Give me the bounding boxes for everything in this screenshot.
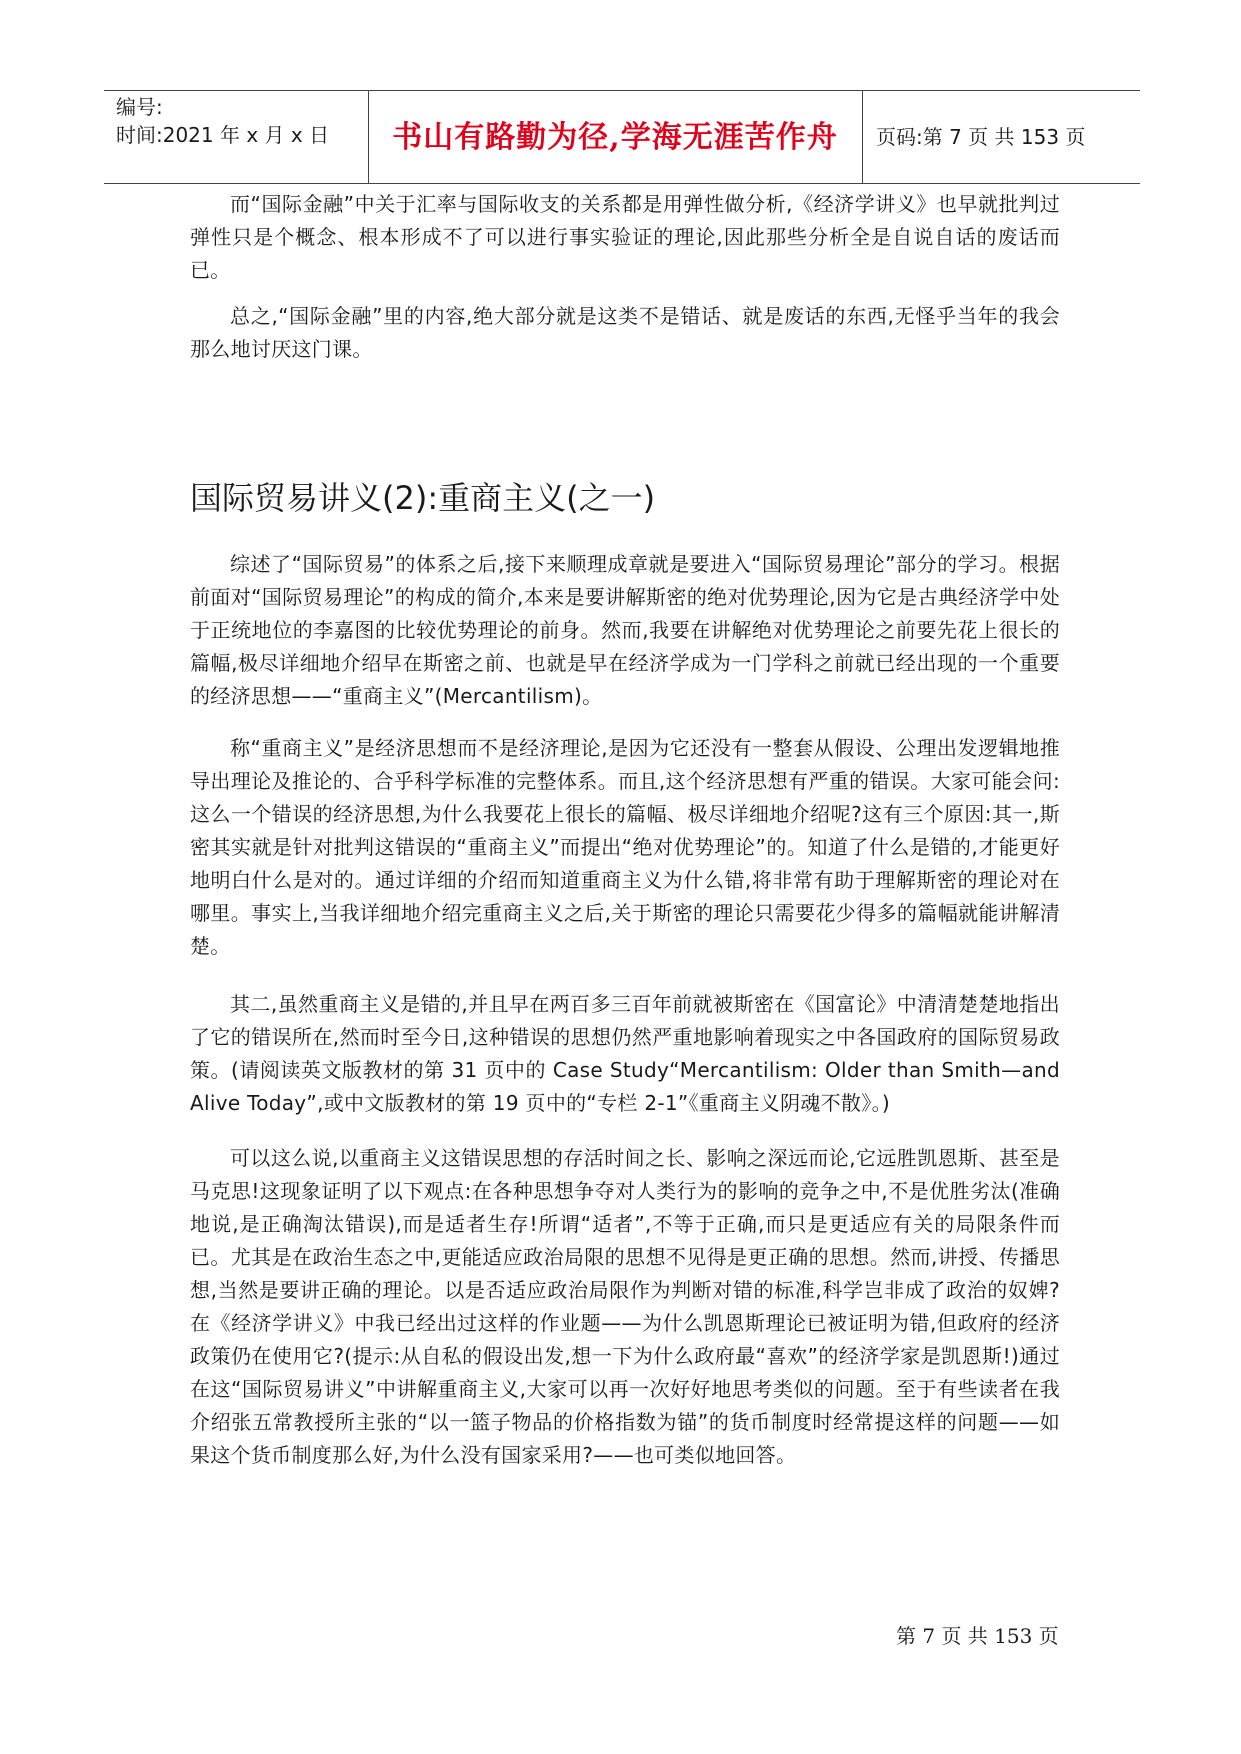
document-number-label: 编号: [116, 95, 163, 119]
document-date-label: 时间:2021 年 x 月 x 日 [116, 123, 330, 147]
header-meta-cell [104, 91, 369, 183]
header-page-code: 页码:第 7 页 共 153 页 [876, 125, 1086, 149]
paragraph-intl-finance-summary: 总之,“国际金融”里的内容,绝大部分就是这类不是错话、就是废话的东西,无怪乎当年的我会那么地讨厌这门课。 [190, 304, 1060, 361]
header-motto: 书山有路勤为径,学海无涯苦作舟 [392, 120, 838, 155]
header-page-cell [862, 91, 1140, 183]
page-footer: 第 7 页 共 153 页 [896, 1624, 1059, 1648]
paragraph-mercantilism-intro: 综述了“国际贸易”的体系之后,接下来顺理成章就是要进入“国际贸易理论”部分的学习。根据前面对“国际贸易理论”的构成的简介,本来是要讲解斯密的绝对优势理论,因为它是古典经济学中处于正统地位的李嘉图的比较优势理论的前身。然而,我要在讲解绝对优势理论之前要先花上很长的篇幅,极尽详细地介绍早在斯密之前、也就是早在经济学成为一门学科之前就已经出现的一个重要的经济思想——“重商主义”(Mercantilism)。 [190, 552, 1060, 708]
page-header [104, 90, 1140, 184]
paragraph-mercantilism-definition: 称“重商主义”是经济思想而不是经济理论,是因为它还没有一整套从假设、公理出发逻辑地推导出理论及推论的、合乎科学标准的完整体系。而且,这个经济思想有严重的错误。大家可能会问:这么一个错误的经济思想,为什么我要花上很长的篇幅、极尽详细地介绍呢?这有三个原因:其一,斯密其实就是针对批判这错误的“重商主义”而提出“绝对优势理论”的。知道了什么是错的,才能更好地明白什么是对的。通过详细的介绍而知道重商主义为什么错,将非常有助于理解斯密的理论对在哪里。事实上,当我详细地介绍完重商主义之后,关于斯密的理论只需要花少得多的篇幅就能讲解清楚。 [190, 736, 1060, 958]
header-motto-cell [368, 91, 863, 183]
paragraph-intl-finance-elasticity: 而“国际金融”中关于汇率与国际收支的关系都是用弹性做分析,《经济学讲义》也早就批判过弹性只是个概念、根本形成不了可以进行事实验证的理论,因此那些分析全是自说自话的废话而已。 [190, 192, 1060, 282]
paragraph-mercantilism-survival: 可以这么说,以重商主义这错误思想的存活时间之长、影响之深远而论,它远胜凯恩斯、甚至是马克思!这现象证明了以下观点:在各种思想争夺对人类行为的影响的竞争之中,不是优胜劣汰(准确地说,是正确淘汰错误),而是适者生存!所谓“适者”,不等于正确,而只是更适应有关的局限条件而已。尤其是在政治生态之中,更能适应政治局限的思想不见得是更正确的思想。然而,讲授、传播思想,当然是要讲正确的理论。以是否适应政治局限作为判断对错的标准,科学岂非成了政治的奴婢?在《经济学讲义》中我已经出过这样的作业题——为什么凯恩斯理论已被证明为错,但政府的经济政策仍在使用它?(提示:从自私的假设出发,想一下为什么政府最“喜欢”的经济学家是凯恩斯!)通过在这“国际贸易讲义”中讲解重商主义,大家可以再一次好好地思考类似的问题。至于有些读者在我介绍张五常教授所主张的“以一篮子物品的价格指数为锚”的货币制度时经常提这样的问题——如果这个货币制度那么好,为什么没有国家采用?——也可类似地回答。 [190, 1146, 1060, 1467]
paragraph-mercantilism-reason-two: 其二,虽然重商主义是错的,并且早在两百多三百年前就被斯密在《国富论》中清清楚楚地指出了它的错误所在,然而时至今日,这种错误的思想仍然严重地影响着现实之中各国政府的国际贸易政策。(请阅读英文版教材的第 31 页中的 Case Study“Mercantilism: Older than Smith—and Alive Today”,或中文版教材的第 19 页中的“专栏 2-1”《重商主义阴魂不散》。) [190, 992, 1060, 1115]
section-title: 国际贸易讲义(2):重商主义(之一) [190, 479, 656, 517]
